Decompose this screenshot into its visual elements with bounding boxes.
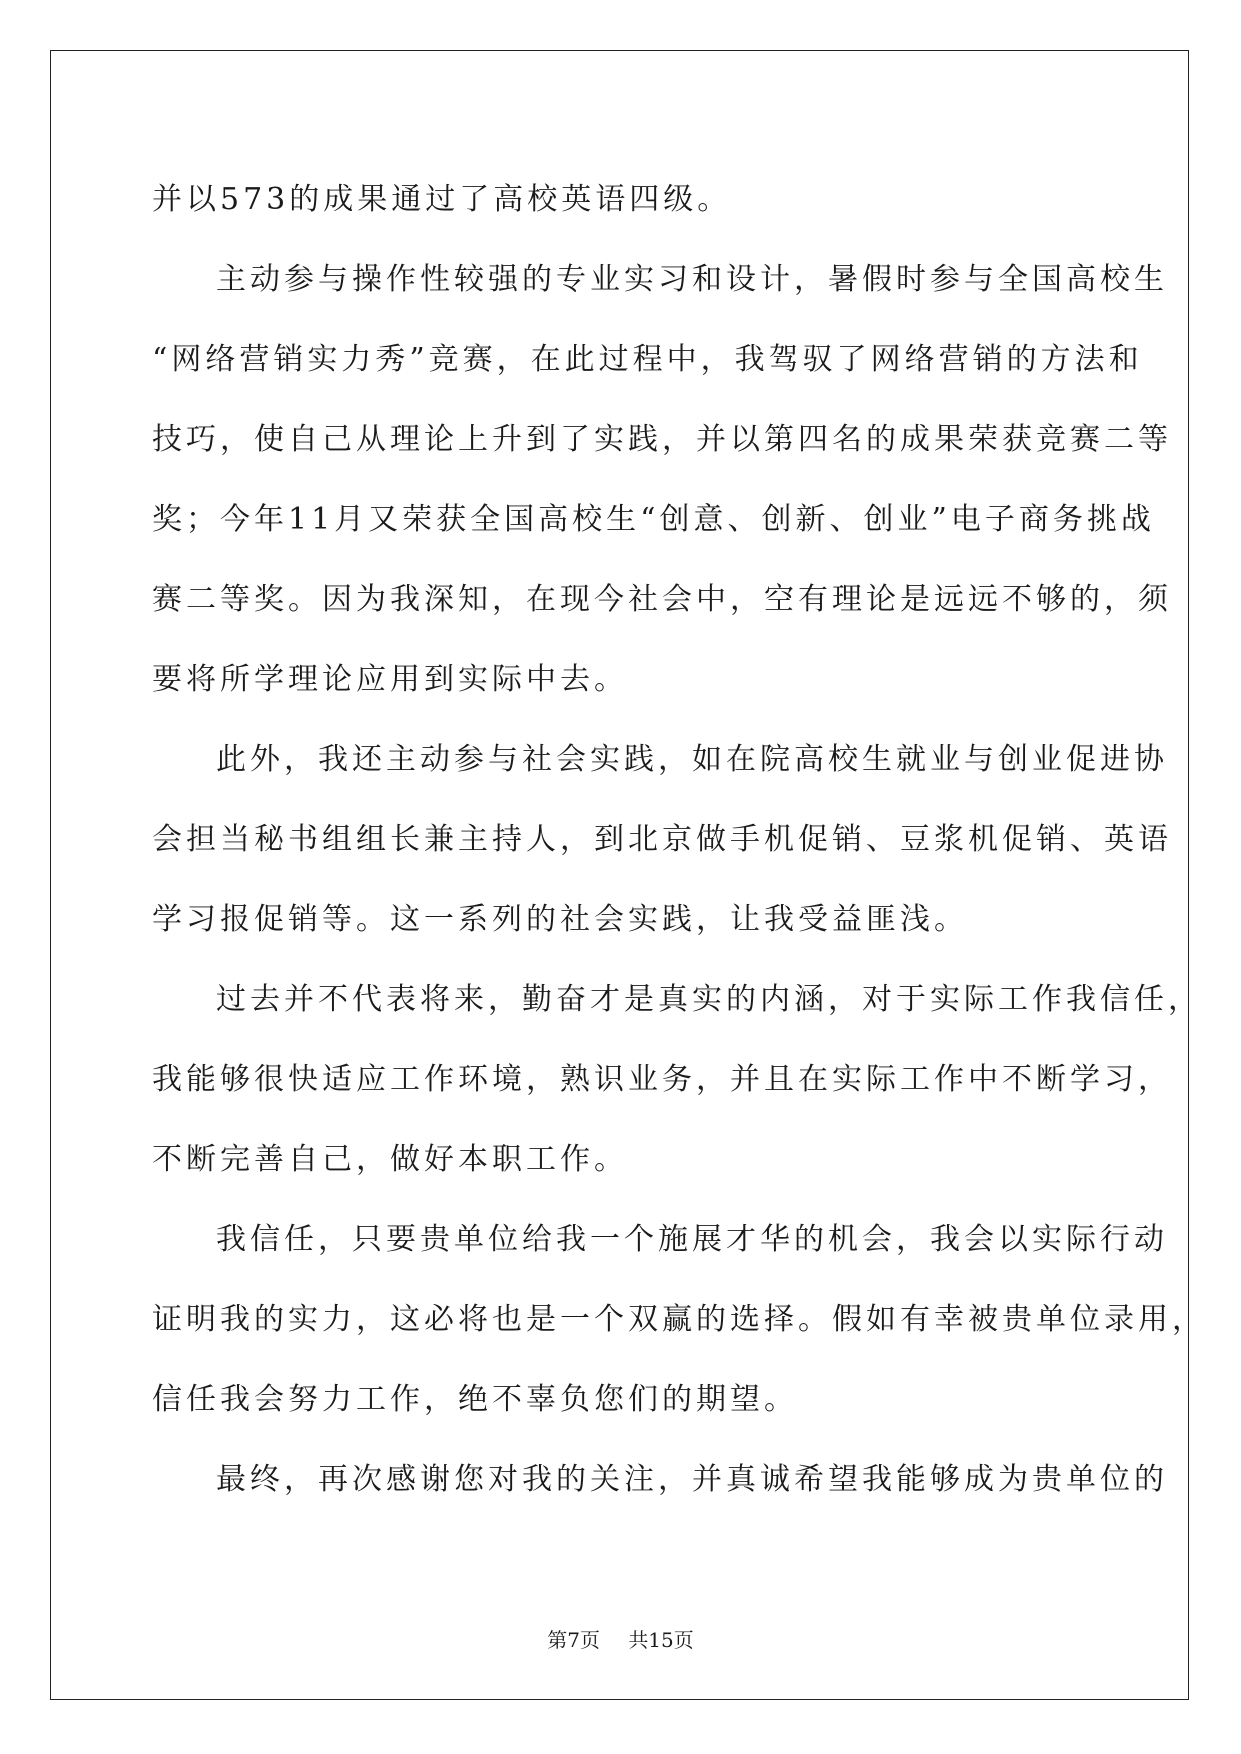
- text-line: 会担当秘书组组长兼主持人，到北京做手机促销、豆浆机促销、英语: [152, 822, 1172, 857]
- text-line: “网络营销实力秀”竞赛，在此过程中，我驾驭了网络营销的方法和: [152, 342, 1143, 377]
- text-line: 奖；今年11月又荣获全国高校生“创意、创新、创业”电子商务挑战: [152, 502, 1155, 537]
- text-line: 要将所学理论应用到实际中去。: [152, 662, 628, 697]
- text-line: 并以573的成果通过了高校英语四级。: [152, 182, 732, 217]
- document-body: [152, 160, 1206, 1520]
- text-line: 技巧，使自己从理论上升到了实践，并以第四名的成果荣获竞赛二等: [152, 422, 1172, 457]
- text-line: 学习报促销等。这一系列的社会实践，让我受益匪浅。: [152, 902, 968, 937]
- text-line: 我信任，只要贵单位给我一个施展才华的机会，我会以实际行动: [216, 1222, 1168, 1257]
- text-line: 信任我会努力工作，绝不辜负您们的期望。: [152, 1382, 798, 1417]
- page-footer: [0, 1624, 1241, 1653]
- text-line: 我能够很快适应工作环境，熟识业务，并且在实际工作中不断学习，: [152, 1062, 1172, 1097]
- text-line: 主动参与操作性较强的专业实习和设计，暑假时参与全国高校生: [216, 262, 1168, 297]
- page-total: 共15页: [628, 1628, 694, 1652]
- text-line: 不断完善自己，做好本职工作。: [152, 1142, 628, 1177]
- text-line: 此外，我还主动参与社会实践，如在院高校生就业与创业促进协: [216, 742, 1168, 777]
- page-number: 第7页: [547, 1628, 600, 1652]
- text-line: 赛二等奖。因为我深知，在现今社会中，空有理论是远远不够的，须: [152, 582, 1172, 617]
- text-line: 证明我的实力，这必将也是一个双赢的选择。假如有幸被贵单位录用，: [152, 1302, 1206, 1337]
- text-line: 过去并不代表将来，勤奋才是真实的内涵，对于实际工作我信任，: [216, 982, 1202, 1017]
- text-line: 最终，再次感谢您对我的关注，并真诚希望我能够成为贵单位的: [216, 1462, 1168, 1497]
